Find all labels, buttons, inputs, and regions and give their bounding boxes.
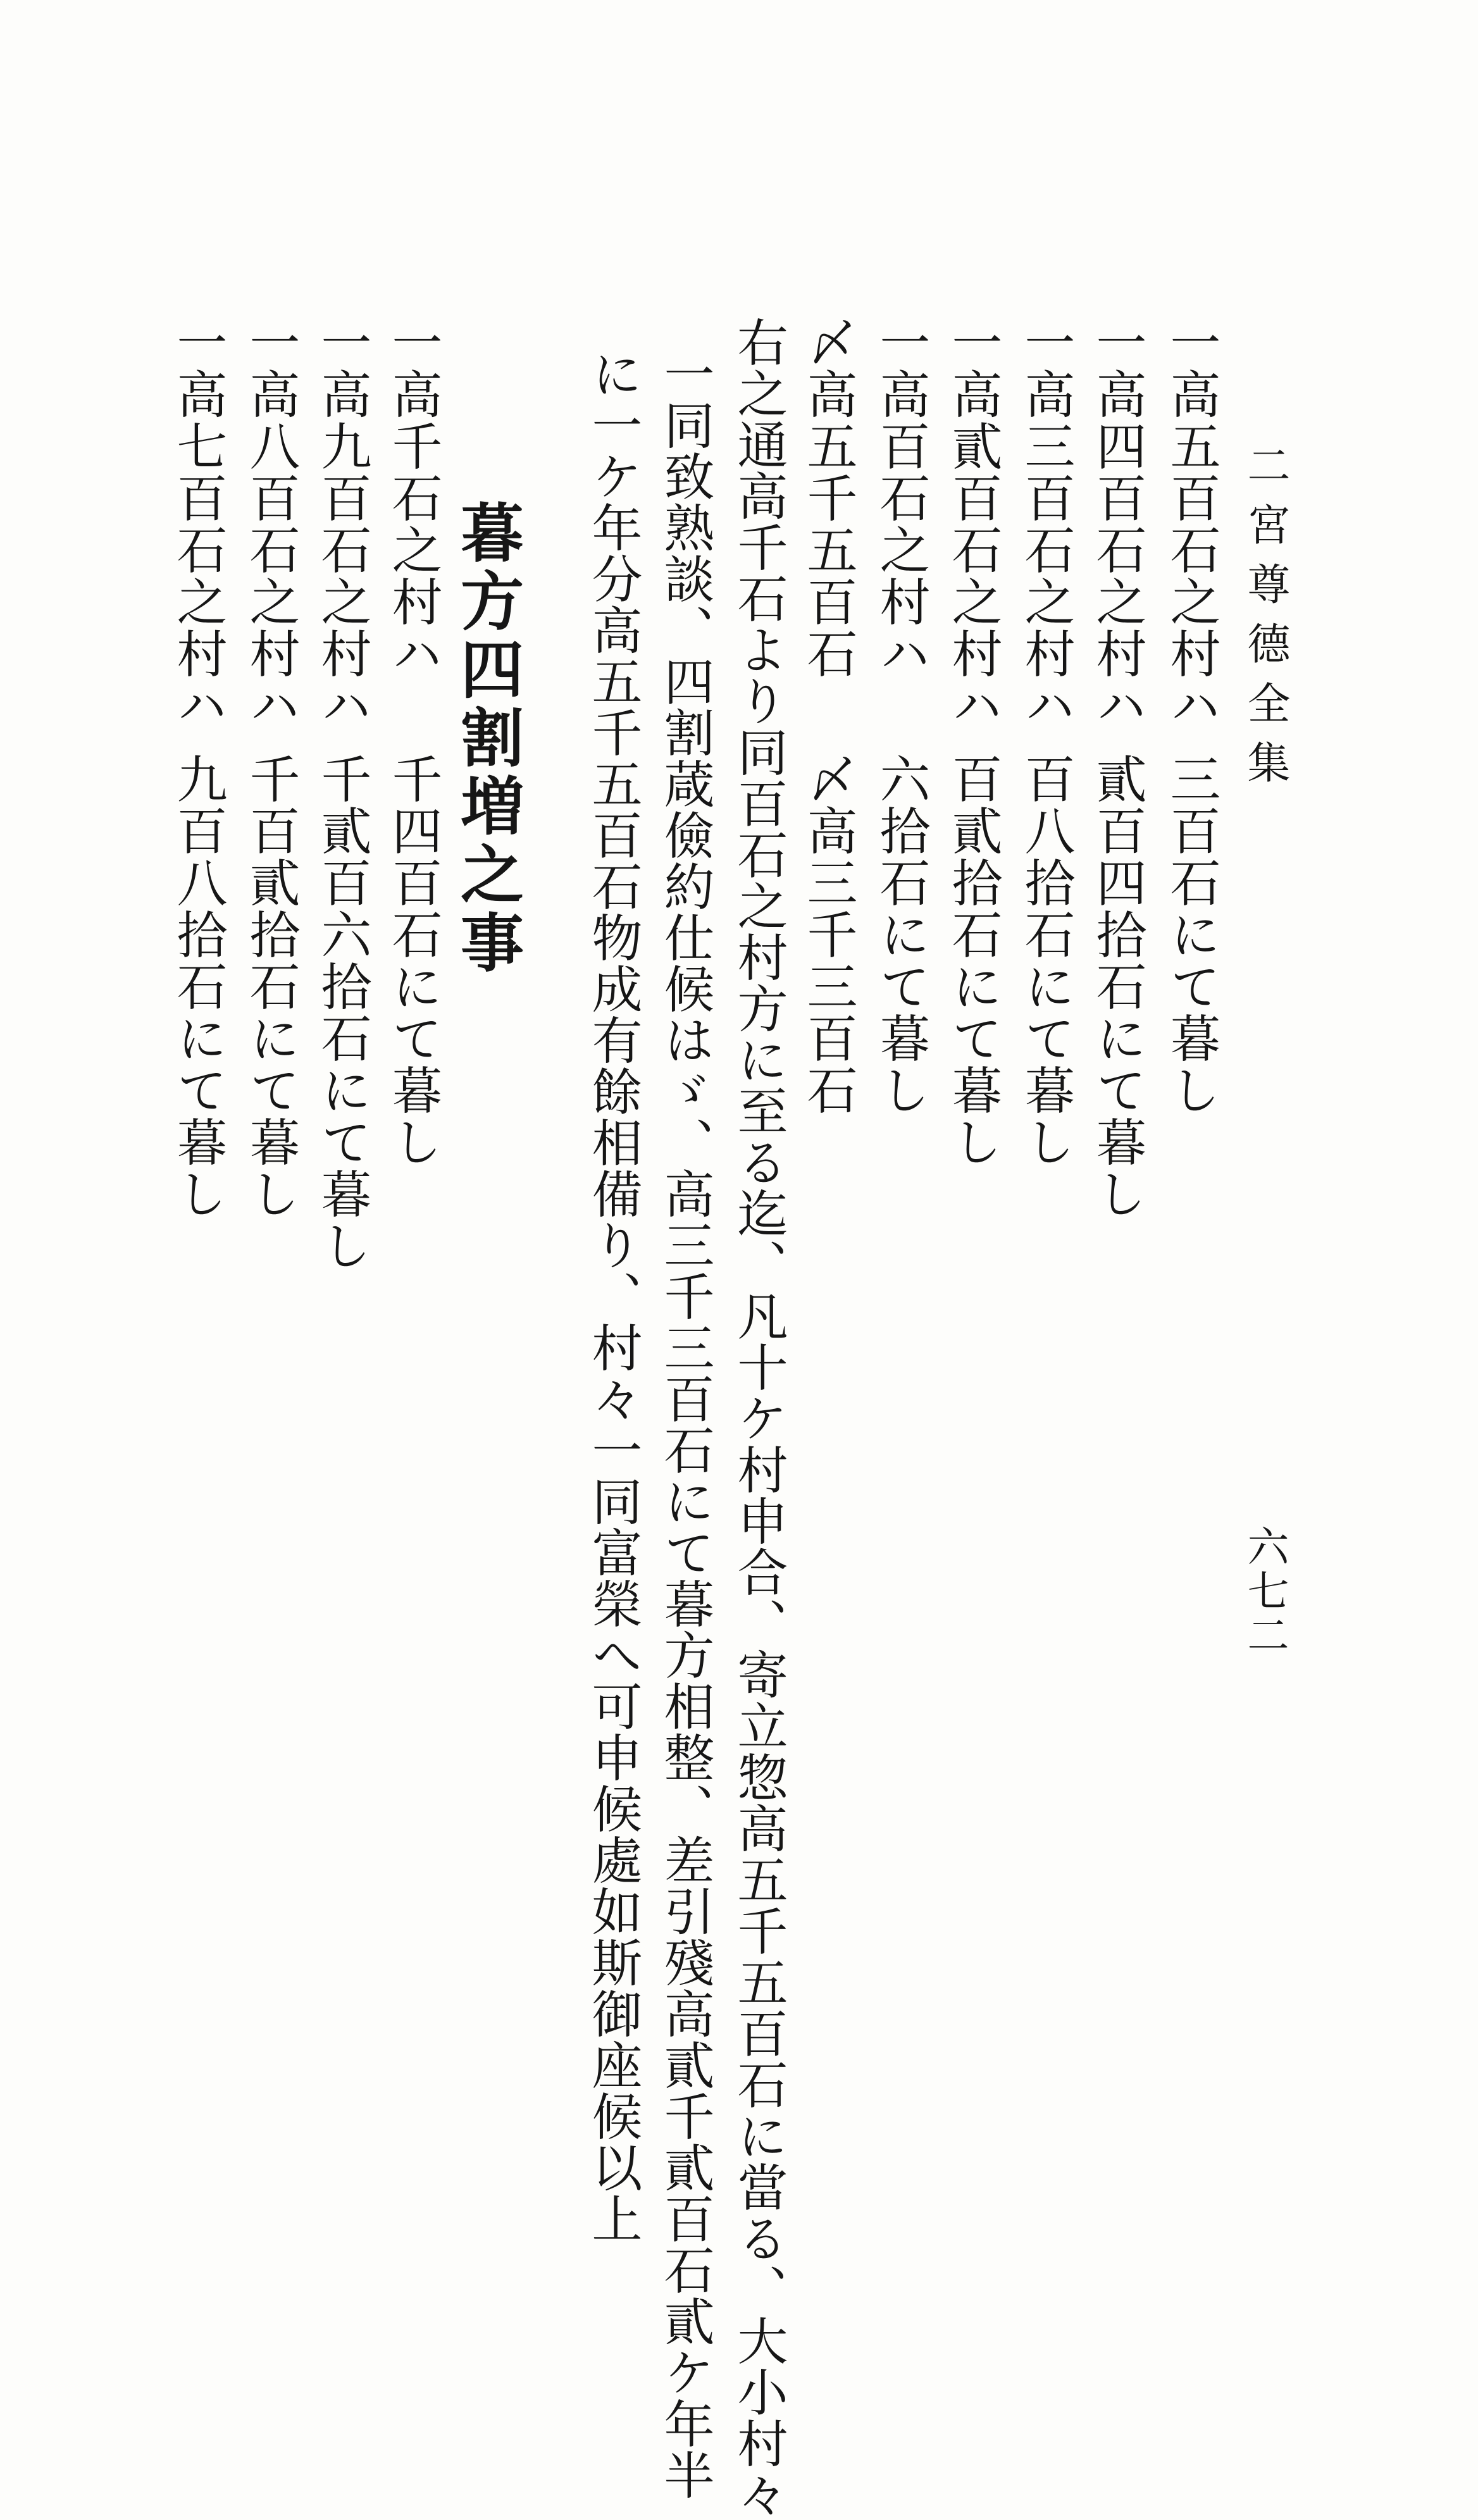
list-b-value-4: 九百八拾石にて暮し (168, 753, 227, 1220)
paragraph-line-2: 一同致熟談、四割葴儉約仕候はゞ、高三千三百石にて暮方相整、差引殘高貳千貳百石貳ケ年半 (655, 348, 714, 2500)
list-b-value-1: 千四百石にて暮し (383, 753, 442, 1168)
running-title: 二宮尊德全集 (1240, 443, 1290, 800)
list-a-entry-2: 一高四百石之村ハ (1088, 316, 1146, 731)
list-b-value-2: 千貳百六拾石にて暮し (313, 753, 371, 1272)
list-a-value-1: 三百石にて暮し (1162, 753, 1220, 1116)
paragraph-line-1: 右之通高千石より同百石之村方に至る迄、凡十ケ村申合、寄立惣高五千五百石に當る、大小村々 (729, 316, 788, 2520)
list-b-entry-2: 一高九百石之村ハ (313, 316, 371, 731)
list-a-value-2: 貳百四拾石にて暮し (1088, 753, 1146, 1220)
list-a-entry-3: 一高三百石之村ハ (1016, 316, 1075, 731)
list-b-entry-1: 一高千石之村ハ (383, 316, 442, 680)
section-heading: 暮方四割増之事 (450, 500, 525, 978)
list-a-entry-1: 一高五百石之村ハ (1162, 316, 1220, 731)
total-value: 〆高三千三百石 (798, 753, 857, 1116)
paragraph-line-3: に一ケ年分高五千五百石物成有餘相備り、村々一同富榮へ可申候處如斯御座候以上 (583, 348, 642, 2244)
page-number: 六七二 (1240, 1525, 1289, 1658)
list-a-entry-5: 一高百石之村ハ (871, 316, 930, 680)
list-a-value-5: 六拾石にて暮し (871, 753, 930, 1116)
list-b-entry-3: 一高八百石之村ハ (241, 316, 300, 731)
total-entry: 〆高五千五百石 (798, 316, 857, 680)
list-a-entry-4: 一高貳百石之村ハ (943, 316, 1002, 731)
list-b-value-3: 千百貳拾石にて暮し (241, 753, 300, 1220)
list-a-value-3: 百八拾石にて暮し (1016, 753, 1075, 1168)
list-a-value-4: 百貳拾石にて暮し (943, 753, 1002, 1168)
list-b-entry-4: 一高七百石之村ハ (168, 316, 227, 731)
